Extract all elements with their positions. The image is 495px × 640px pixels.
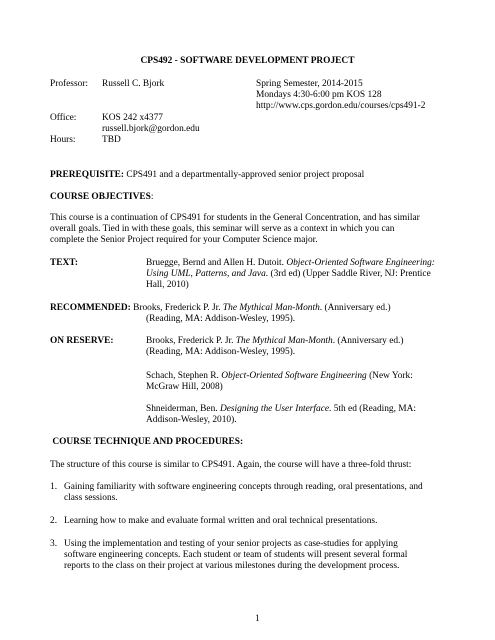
reserve-b3-authors: Shneiderman, Ben. <box>146 404 220 414</box>
technique-item-2-line-1: Learning how to make and evaluate formal written and oral technical presentations. <box>64 516 378 526</box>
professor-name: Russell C. Bjork <box>102 79 165 89</box>
recommended-line-2: (Reading, MA: Addison-Wesley, 1995). <box>146 314 296 324</box>
reserve-b1-rest: . (Anniversary ed.) <box>332 336 404 346</box>
text-line-1 <box>146 258 435 269</box>
objectives-colon: : <box>150 192 154 202</box>
email[interactable]: russell.bjork@gordon.edu <box>102 124 200 134</box>
reserve-book-2-line-1 <box>146 371 413 382</box>
prerequisite-text: CPS491 and a departmentally-approved senior project proposal <box>123 170 365 180</box>
professor-label: Professor: <box>50 79 89 89</box>
recommended-rest: . (Anniversary ed.) <box>319 303 391 313</box>
objectives-heading-line <box>50 192 153 203</box>
technique-item-1-line-1: Gaining familiarity with software engineering concepts through reading, oral presentations, and <box>64 482 423 492</box>
text-rest: . (3rd ed) (Upper Saddle River, NJ: Prentice <box>265 269 431 279</box>
reserve-book-3-line-2: Addison-Wesley, 2010). <box>146 415 237 425</box>
recommended-line-1 <box>50 303 391 314</box>
reserve-book-1-line-1 <box>146 336 404 347</box>
office-label: Office: <box>50 113 77 123</box>
text-authors: Bruegge, Bernd and Allen H. Dutoit. <box>146 258 287 268</box>
semester: Spring Semester, 2014-2015 <box>256 79 363 89</box>
page-title: CPS492 - SOFTWARE DEVELOPMENT PROJECT <box>140 56 355 66</box>
prerequisite-line <box>50 170 364 181</box>
page-number: 1 <box>255 614 260 624</box>
text-title-1: Object-Oriented Software Engineering: <box>286 258 435 268</box>
technique-item-3-line-1: Using the implementation and testing of your senior projects as case-studies for applying <box>64 539 398 549</box>
objectives-line-1: This course is a continuation of CPS491 for students in the General Concentration, and has similar <box>50 213 420 223</box>
reserve-b3-rest: . 5th ed (Reading, MA: <box>329 404 417 414</box>
reserve-b1-authors: Brooks, Frederick P. Jr. <box>146 336 236 346</box>
objectives-line-3: complete the Senior Project required for your Computer Science major. <box>50 235 318 245</box>
technique-item-3-line-2: software engineering concepts. Each student or team of students will present several formal <box>64 550 408 560</box>
reserve-book-3-line-1 <box>146 404 416 415</box>
reserve-b1-title: The Mythical Man-Month <box>235 336 333 346</box>
technique-heading: COURSE TECHNIQUE AND PROCEDURES: <box>50 437 244 447</box>
office-phone: KOS 242 x4377 <box>102 113 163 123</box>
technique-item-3-num: 3. <box>50 539 58 549</box>
recommended-authors: Brooks, Frederick P. Jr. <box>130 303 223 313</box>
course-url[interactable]: http://www.cps.gordon.edu/courses/cps491-2 <box>256 101 426 111</box>
reserve-b2-title: Object-Oriented Software Engineering <box>221 371 367 381</box>
hours-value: TBD <box>102 135 121 145</box>
text-line-2 <box>146 269 431 280</box>
technique-item-2-num: 2. <box>50 516 58 526</box>
objectives-heading: COURSE OBJECTIVES <box>50 192 151 202</box>
technique-item-1-line-2: class sessions. <box>64 493 118 503</box>
hours-label: Hours: <box>50 135 76 145</box>
technique-item-3-line-3: reports to the class on their project at various milestones during the development process. <box>64 561 400 571</box>
on-reserve-label: ON RESERVE: <box>50 336 114 346</box>
prerequisite-label: PREREQUISITE: <box>50 170 124 180</box>
reserve-book-1-line-2: (Reading, MA: Addison-Wesley, 1995). <box>146 347 296 357</box>
text-label: TEXT: <box>50 258 78 268</box>
text-line-3: Hall, 2010) <box>146 280 189 290</box>
reserve-b3-title: Designing the User Interface <box>219 404 330 414</box>
technique-intro: The structure of this course is similar to CPS491. Again, the course will have a three-fold thrust: <box>50 460 412 470</box>
objectives-line-2: overall goals. Tied in with these goals, this seminar will serve as a context in which you can <box>50 224 395 234</box>
schedule: Mondays 4:30-6:00 pm KOS 128 <box>256 90 382 100</box>
reserve-b2-authors: Schach, Stephen R. <box>146 371 222 381</box>
reserve-b2-rest: (New York: <box>366 371 413 381</box>
text-title-2: Using UML, Patterns, and Java <box>146 269 266 279</box>
recommended-label: RECOMMENDED: <box>50 303 131 313</box>
technique-item-1-num: 1. <box>50 482 58 492</box>
reserve-book-2-line-2: McGraw Hill, 2008) <box>146 382 223 392</box>
recommended-title: The Mythical Man-Month <box>222 303 320 313</box>
